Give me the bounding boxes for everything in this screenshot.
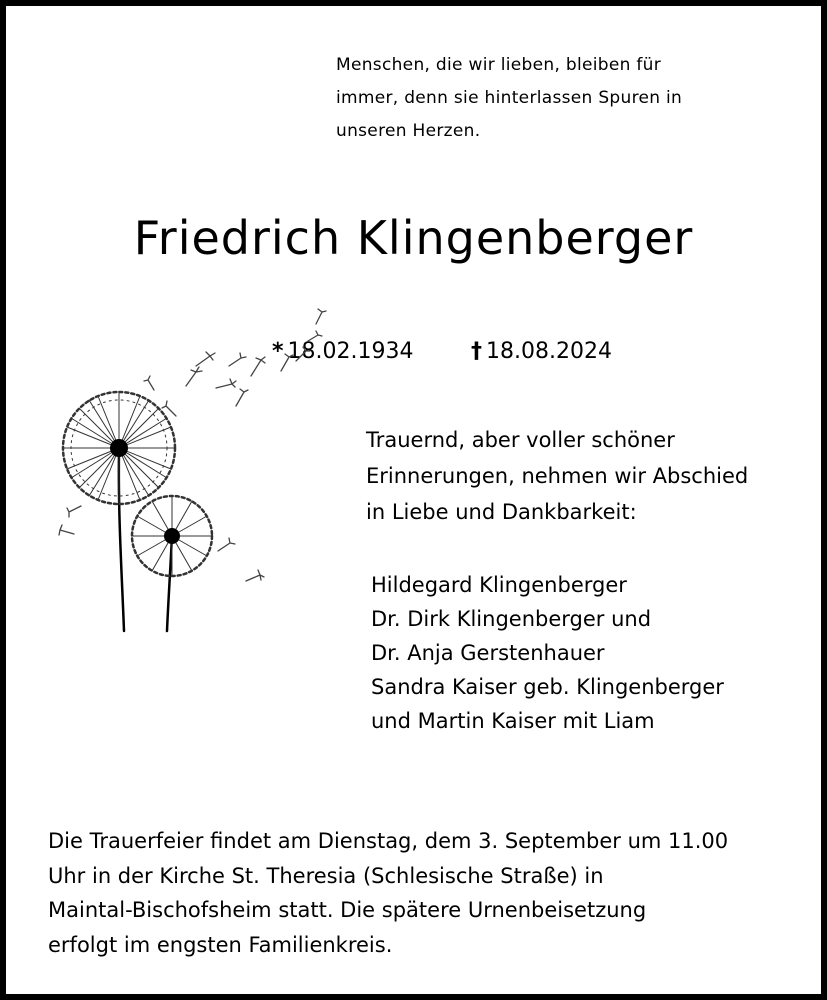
death-cross-icon: † — [471, 339, 482, 364]
dandelion-icon — [46, 296, 336, 641]
quote-line: unseren Herzen. — [336, 121, 481, 141]
funeral-details — [48, 824, 808, 962]
funeral-line: Die Trauerfeier findet am Dienstag, dem 3. September um 11.00 — [48, 829, 729, 853]
memorial-quote — [336, 49, 756, 148]
quote-line: immer, denn sie hinterlassen Spuren in — [336, 88, 683, 108]
quote-line: Menschen, die wir lieben, bleiben für — [336, 55, 662, 75]
mourner-line: und Martin Kaiser mit Liam — [371, 709, 655, 733]
mourners-list — [371, 568, 801, 738]
intro-line: Erinnerungen, nehmen wir Abschied — [366, 464, 749, 488]
funeral-line: erfolgt im engsten Familienkreis. — [48, 932, 393, 957]
funeral-line: Maintal-Bischofsheim statt. Die spätere Urnenbeisetzung — [48, 898, 647, 922]
death-date: 18.08.2024 — [486, 339, 612, 364]
death-date-line — [471, 339, 612, 364]
mourner-line: Hildegard Klingenberger — [371, 573, 627, 597]
birth-date: 18.02.1934 — [287, 339, 414, 364]
mourner-line: Sandra Kaiser geb. Klingenberger — [371, 675, 724, 699]
funeral-line: Uhr in der Kirche St. Theresia (Schlesische Straße) in — [48, 863, 604, 888]
birth-star-icon: * — [272, 339, 284, 364]
intro-line: in Liebe und Dankbarkeit: — [366, 500, 637, 524]
intro-line: Trauernd, aber voller schöner — [366, 428, 675, 452]
mourning-intro — [366, 422, 806, 530]
mourner-line: Dr. Dirk Klingenberger und — [371, 607, 652, 631]
mourner-line: Dr. Anja Gerstenhauer — [371, 641, 605, 665]
deceased-name: Friedrich Klingenberger — [133, 211, 694, 265]
